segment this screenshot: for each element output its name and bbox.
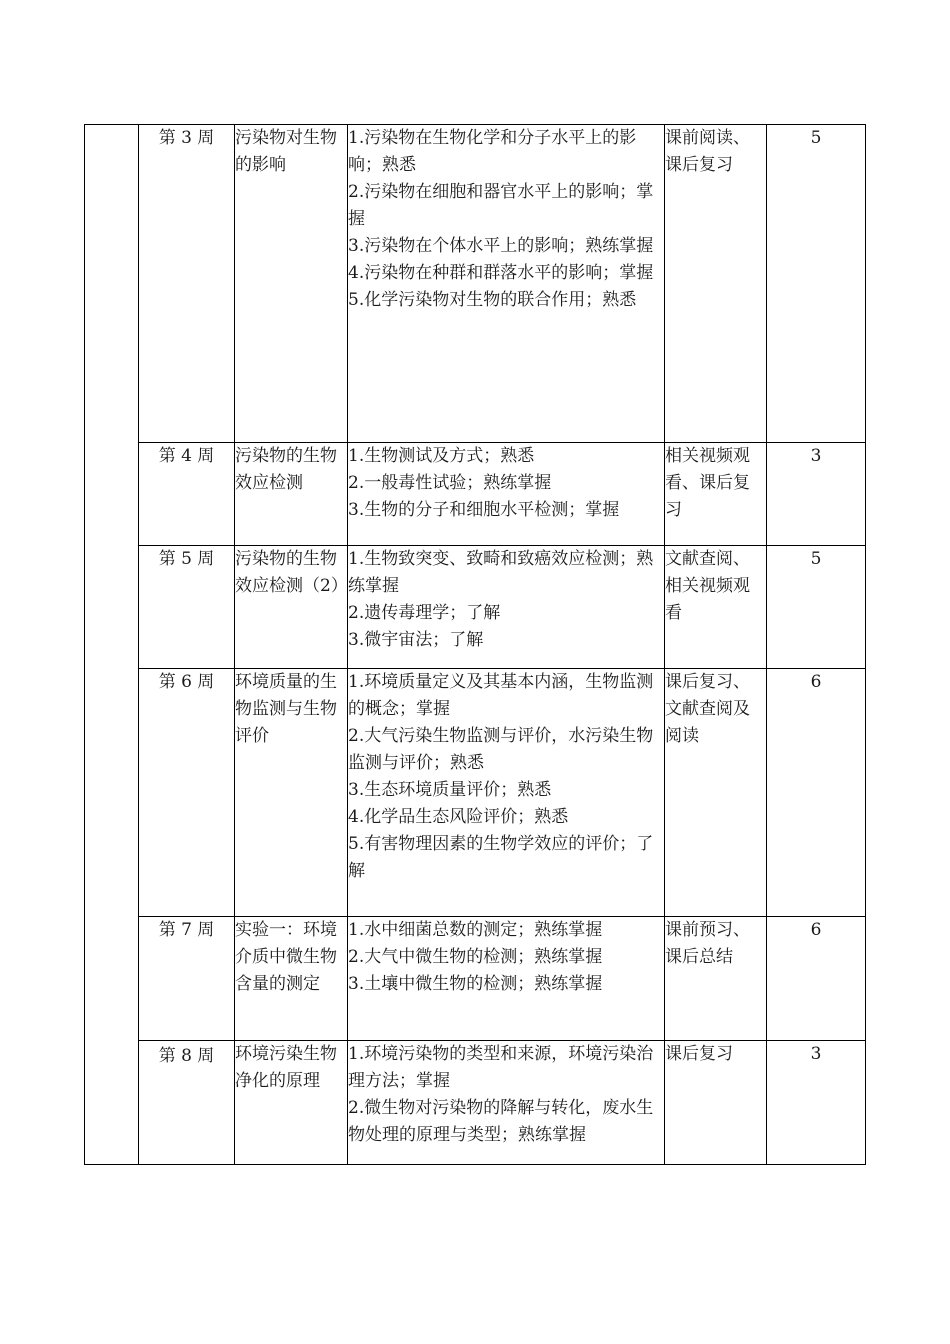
content-item: 5.化学污染物对生物的联合作用；熟悉 [348,290,637,310]
method-cell: 课后复习、文献查阅及阅读 [665,669,767,917]
week-cell: 第 5 周 [139,546,235,669]
content-item: 2.大气中微生物的检测；熟练掌握 [348,947,603,967]
content-cell [348,443,665,546]
content-item: 2.污染物在细胞和器官水平上的影响；掌握 [348,182,654,229]
topic-cell: 污染物的生物效应检测 [235,443,348,546]
week-cell: 第 4 周 [139,443,235,546]
method-cell: 相关视频观看、课后复习 [665,443,767,546]
table-row [85,125,866,443]
hours-cell: 5 [767,546,866,669]
content-item: 5.有害物理因素的生物学效应的评价；了解 [348,834,654,881]
hours-cell: 3 [767,443,866,546]
content-item: 3.微宇宙法；了解 [348,630,484,650]
hours-cell: 6 [767,669,866,917]
content-item: 4.污染物在种群和群落水平的影响；掌握 [348,263,654,283]
content-item: 1.污染物在生物化学和分子水平上的影响；熟悉 [348,128,637,175]
topic-cell: 环境污染生物净化的原理 [235,1041,348,1165]
content-item: 3.污染物在个体水平上的影响；熟练掌握 [348,236,654,256]
content-item: 2.大气污染生物监测与评价，水污染生物监测与评价；熟悉 [348,726,654,773]
content-item: 3.生物的分子和细胞水平检测；掌握 [348,500,620,520]
table-row [85,1041,866,1165]
content-item: 1.环境质量定义及其基本内涵，生物监测的概念；掌握 [348,672,654,719]
content-item: 1.水中细菌总数的测定；熟练掌握 [348,920,603,940]
table-row [85,669,866,917]
week-cell: 第 6 周 [139,669,235,917]
content-cell [348,669,665,917]
blank-first-column [85,125,139,1165]
week-cell: 第 8 周 [139,1041,235,1165]
topic-cell: 实验一：环境介质中微生物含量的测定 [235,917,348,1041]
topic-cell: 污染物对生物的影响 [235,125,348,443]
content-item: 3.生态环境质量评价；熟悉 [348,780,552,800]
content-item: 1.生物致突变、致畸和致癌效应检测；熟练掌握 [348,549,654,596]
method-cell: 课前预习、课后总结 [665,917,767,1041]
method-cell: 文献查阅、相关视频观看 [665,546,767,669]
table-row [85,917,866,1041]
content-cell [348,125,665,443]
hours-cell: 6 [767,917,866,1041]
week-cell: 第 7 周 [139,917,235,1041]
content-cell [348,546,665,669]
content-item: 4.化学品生态风险评价；熟悉 [348,807,569,827]
content-cell [348,917,665,1041]
content-item: 1.生物测试及方式；熟悉 [348,446,535,466]
table-row [85,546,866,669]
week-cell: 第 3 周 [139,125,235,443]
content-cell [348,1041,665,1165]
table-row [85,443,866,546]
content-item: 1.环境污染物的类型和来源，环境污染治理方法；掌握 [348,1044,654,1091]
content-item: 2.遗传毒理学；了解 [348,603,501,623]
topic-cell: 污染物的生物效应检测（2） [235,546,348,669]
topic-cell: 环境质量的生物监测与生物评价 [235,669,348,917]
content-item: 3.土壤中微生物的检测；熟练掌握 [348,974,603,994]
schedule-table [84,124,866,1165]
content-item: 2.一般毒性试验；熟练掌握 [348,473,552,493]
content-item: 2.微生物对污染物的降解与转化，废水生物处理的原理与类型；熟练掌握 [348,1098,654,1145]
method-cell: 课后复习 [665,1041,767,1165]
hours-cell: 5 [767,125,866,443]
hours-cell: 3 [767,1041,866,1165]
method-cell: 课前阅读、课后复习 [665,125,767,443]
